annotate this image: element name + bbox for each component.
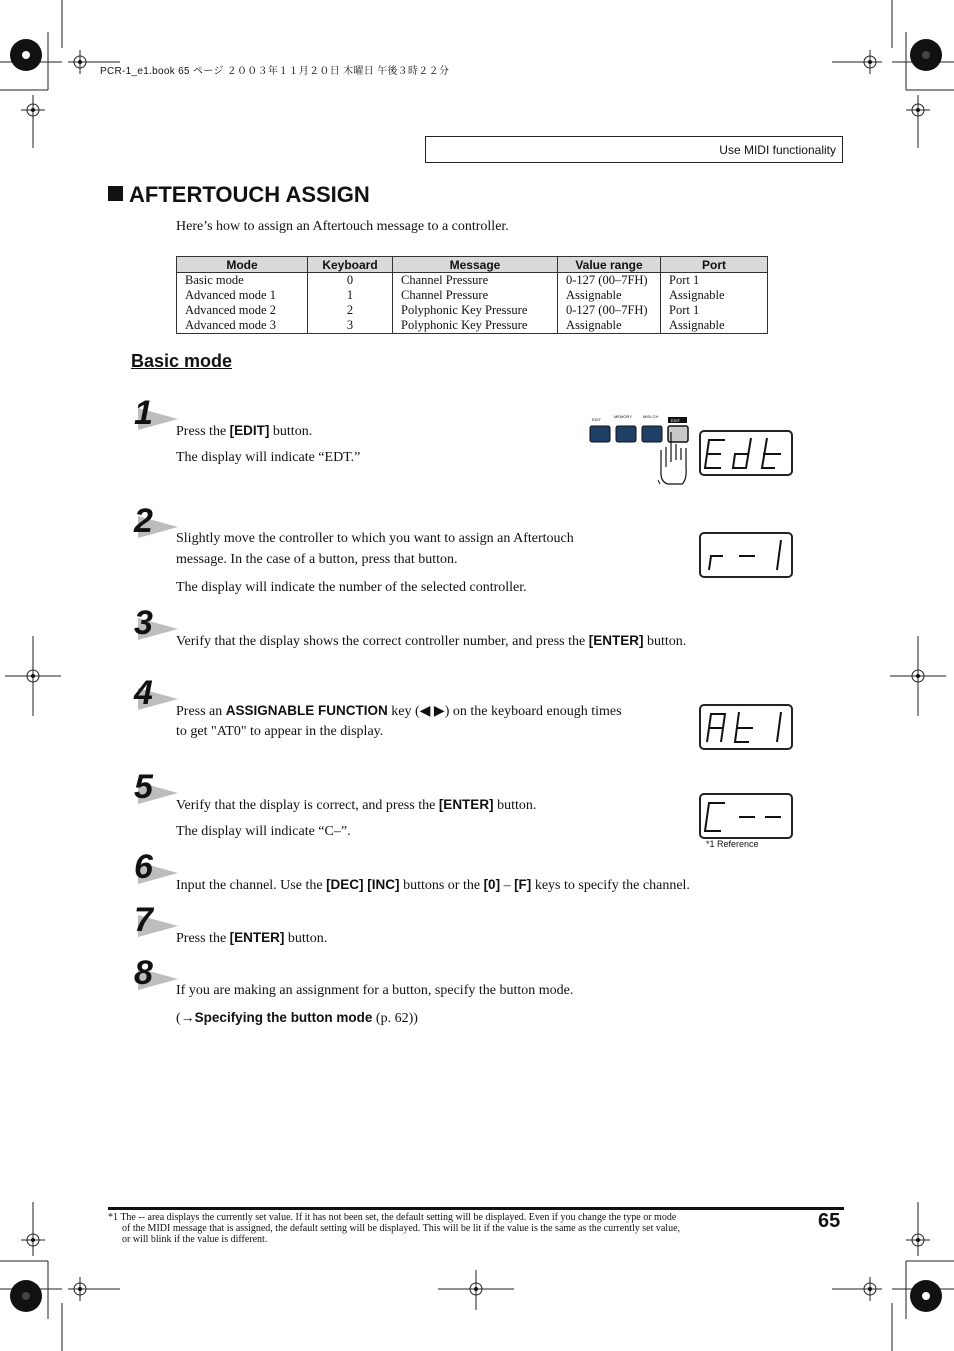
- section-tab: [425, 136, 843, 163]
- lcd-display-at-1: [699, 704, 793, 750]
- table-cell: Assignable: [661, 288, 768, 303]
- column-header: Value range: [558, 257, 661, 273]
- table-cell: 1: [308, 288, 393, 303]
- footnote: [108, 1212, 804, 1245]
- section-tab-label: Use MIDI functionality: [719, 143, 836, 157]
- aftertouch-table: [176, 256, 768, 334]
- step-1-note: The display will indicate “EDT.”: [176, 450, 361, 465]
- table-cell: 0-127 (00–7FH): [558, 303, 661, 318]
- table-cell: Port 1: [661, 303, 768, 318]
- table-row: [177, 303, 768, 318]
- lcd-display-r-1: [699, 532, 793, 578]
- step-number: 7: [130, 907, 190, 947]
- step-number: 8: [130, 960, 190, 1000]
- table-cell: Basic mode: [177, 273, 308, 289]
- footnote-line: of the MIDI message that is assigned, the default setting will be displayed. This will be lit if the value is the same as the currently set value,: [122, 1223, 681, 1234]
- page-number: 65: [818, 1210, 841, 1232]
- step-number: 2: [130, 508, 190, 548]
- lcd-display-c: [699, 793, 793, 839]
- table-cell: 3: [308, 318, 393, 334]
- table-cell: Channel Pressure: [393, 288, 558, 303]
- step-4-text-2: to get "AT0" to appear in the display.: [176, 724, 384, 739]
- display-reference-note: *1 Reference: [706, 839, 759, 849]
- step-6-text: Input the channel. Use the [DEC] [INC] buttons or the [0] – [F] keys to specify the channel.: [176, 877, 690, 893]
- table-row: [177, 273, 768, 289]
- table-cell: Assignable: [558, 318, 661, 334]
- table-cell: Port 1: [661, 273, 768, 289]
- step-3-text: Verify that the display shows the correct controller number, and press the [ENTER] button.: [176, 633, 687, 649]
- svg-text:MIDI CH: MIDI CH: [643, 414, 659, 419]
- lcd-display-edt: [699, 430, 793, 476]
- step-number: 4: [130, 680, 190, 720]
- step-2-text-2: message. In the case of a button, press that button.: [176, 552, 458, 567]
- column-header: Message: [393, 257, 558, 273]
- step-8-text: If you are making an assignment for a button, specify the button mode.: [176, 983, 574, 998]
- table-cell: Polyphonic Key Pressure: [393, 318, 558, 334]
- print-header: PCR-1_e1.book 65 ページ ２００３年１１月２０日 木曜日 午後３時２２分: [100, 66, 450, 77]
- step-2-note: The display will indicate the number of the selected controller.: [176, 580, 527, 595]
- table-header-row: [177, 257, 768, 273]
- edit-panel-illustration: [588, 412, 692, 488]
- table-cell: Assignable: [661, 318, 768, 334]
- column-header: Keyboard: [308, 257, 393, 273]
- table-cell: Advanced mode 3: [177, 318, 308, 334]
- footnote-line: or will blink if the value is different.: [122, 1234, 268, 1245]
- table-cell: Polyphonic Key Pressure: [393, 303, 558, 318]
- step-5-note: The display will indicate “C–”.: [176, 824, 351, 839]
- square-bullet-icon: [108, 186, 123, 201]
- step-number: 5: [130, 774, 190, 814]
- svg-text:EDIT: EDIT: [671, 418, 681, 423]
- step-1-text: Press the [EDIT] button.: [176, 423, 313, 439]
- step-2-text: Slightly move the controller to which you want to assign an Aftertouch: [176, 531, 574, 546]
- intro-text: Here’s how to assign an Aftertouch message to a controller.: [176, 219, 509, 234]
- step-5-text: Verify that the display is correct, and press the [ENTER] button.: [176, 797, 537, 813]
- footer-rule: [108, 1207, 844, 1210]
- table-cell: Assignable: [558, 288, 661, 303]
- step-number: 6: [130, 854, 190, 894]
- table-cell: 0: [308, 273, 393, 289]
- step-4-text: Press an ASSIGNABLE FUNCTION key (◀ ▶) on the keyboard enough times: [176, 703, 622, 719]
- table-cell: Advanced mode 1: [177, 288, 308, 303]
- page-title-text: AFTERTOUCH ASSIGN: [129, 182, 370, 207]
- step-7-text: Press the [ENTER] button.: [176, 930, 328, 946]
- table-cell: Channel Pressure: [393, 273, 558, 289]
- table-row: [177, 288, 768, 303]
- step-number: 3: [130, 610, 190, 650]
- page-title: [108, 182, 370, 208]
- column-header: Port: [661, 257, 768, 273]
- cross-reference-link[interactable]: (→Specifying the button mode (p. 62)): [176, 1010, 418, 1026]
- table-row: [177, 318, 768, 334]
- step-number: 1: [130, 400, 190, 440]
- subheading-basic-mode: Basic mode: [131, 351, 233, 371]
- column-header: Mode: [177, 257, 308, 273]
- table-cell: Advanced mode 2: [177, 303, 308, 318]
- table-cell: 0-127 (00–7FH): [558, 273, 661, 289]
- table-cell: 2: [308, 303, 393, 318]
- footnote-line: *1 The -- area displays the currently set value. If it has not been set, the default setting will be displayed. Even if you change the type or mode: [108, 1212, 677, 1223]
- edit-button-hand-icon: [588, 412, 692, 488]
- svg-text:MEMORY: MEMORY: [614, 414, 632, 419]
- svg-text:EDIT: EDIT: [592, 417, 602, 422]
